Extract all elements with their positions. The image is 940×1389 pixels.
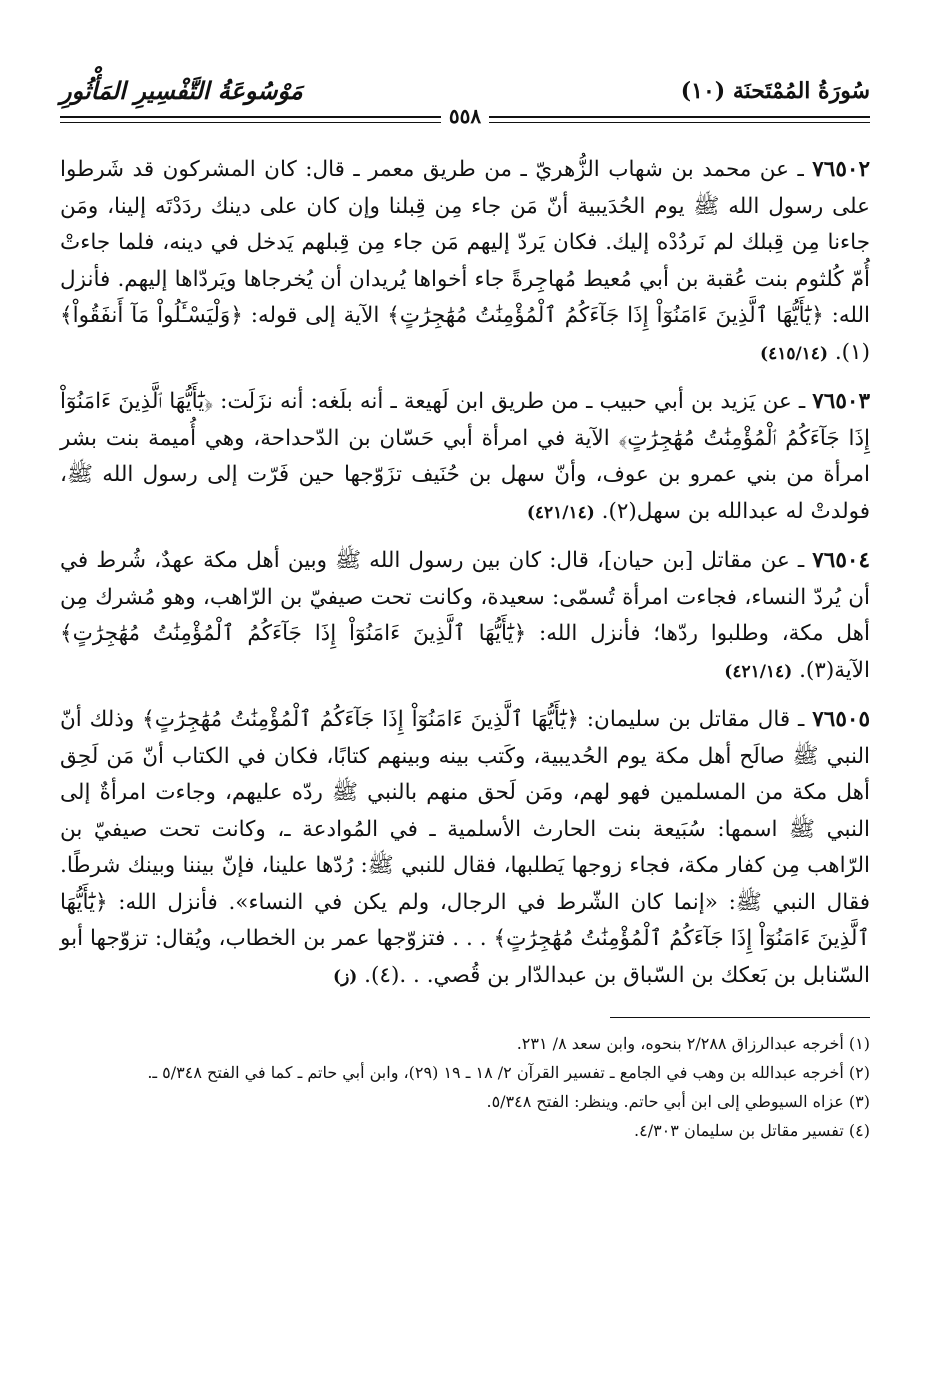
entry-text: ـ عن يَزيد بن أبي حبيب ـ من طريق ابن لَهيعة ـ أنه بلَغه: أنه نزَلَت: ﴿يَٰٓأَيُّهَا ٱلَّذِينَ ءَامَنُوٓاْ إِذَا جَآءَكُمُ ٱلْمُؤْمِنَٰتُ مُهَٰجِرَٰتٍ﴾ الآية في امرأة أبي حَسّان بن الدّحداحة، وهي أُميمة بنت بشر امرأة من بني عمرو بن عوف، وأنّ سهل بن حُنَيف تزَوّجها حين فَرّت إلى رسول الله ﷺ، فولدتْ له عبدالله بن سهل(٢).	[60, 389, 870, 524]
surah-title: سُورَةُ المُمْتَحنَة (١٠)	[680, 78, 870, 104]
footnote-separator	[610, 1017, 870, 1018]
entry-number: ٧٦٥٠٥	[812, 707, 870, 732]
book-title: مَوْسُوعَةُ التَّفْسِيرِ المَأْثُورِ	[60, 76, 303, 105]
footnote: (٤) تفسير مقاتل بن سليمان ٤/٣٠٣.	[634, 1121, 870, 1140]
footnote: (٣) عزاه السيوطي إلى ابن أبي حاتم. وينظر: الفتح ٥/٣٤٨.	[486, 1092, 870, 1111]
entry-number: ٧٦٥٠٣	[812, 389, 870, 414]
entry-76505	[60, 702, 870, 995]
entry-reference: (ز)	[333, 966, 358, 987]
entry-reference: (٤٢١/١٤)	[724, 661, 793, 682]
entry-number: ٧٦٥٠٢	[812, 157, 870, 182]
page	[60, 60, 870, 1140]
footnote: (١) أخرجه عبدالرزاق ٢/٢٨٨ بنحوه، وابن سعد ٨/ ٢٣١.	[516, 1034, 870, 1053]
page-body	[60, 152, 870, 1146]
entry-76503	[60, 384, 870, 531]
entry-number: ٧٦٥٠٤	[812, 548, 870, 573]
footnote: (٢) أخرجه عبدالله بن وهب في الجامع ـ تفسير القرآن ٢/ ١٨ ـ ١٩ (٢٩)، وابن أبي حاتم ـ كما في الفتح ٥/٣٤٨ ـ.	[147, 1063, 870, 1082]
page-header	[60, 60, 870, 128]
entry-reference: (٤٢١/١٤)	[526, 502, 595, 523]
entry-76502	[60, 152, 870, 372]
page-number: ٥٥٨	[441, 104, 489, 128]
entry-reference: (٤١٥/١٤)	[760, 343, 828, 364]
entry-text: ـ عن محمد بن شهاب الزُّهريّ ـ من طريق معمر ـ قال: كان المشركون قد شَرطوا على رسول الله ﷺ يوم الحُدَيبية أنّ مَن جاء مِن قِبلنا وإن كان على دينك ردَدْتَه إلينا، ومَن جاءنا مِن قِبلك لم نَردُدْه إليك. فكان يَردّ إليهم مَن جاء مِن قِبلهم يَدخل في دينه، فلما جاءتْ أُمّ كُلثوم بنت عُقبة بن أبي مُعيط مُهاجِرةً جاء أخواها يُريدان أن يُخرجاها ويَردّاها إليهم. فأنزل الله: ﴿يَٰٓأَيُّهَا ٱلَّذِينَ ءَامَنُوٓاْ إِذَا جَآءَكُمُ ٱلْمُؤْمِنَٰتُ مُهَٰجِرَٰتٍ﴾ الآية إلى قوله: ﴿وَلْيَسْـَٔلُواْ مَآ أَنفَقُواْ﴾(١).	[60, 157, 870, 365]
entry-text: ـ عن مقاتل [بن حيان]، قال: كان بين رسول الله ﷺ وبين أهل مكة عهدٌ، شُرط في أن يُردّ النساء، فجاءت امرأة تُسمّى: سعيدة، وكانت تحت صيفيّ بن الرّاهب، وهو مُشرك مِن أهل مكة، وطلبوا ردّها؛ فأنزل الله: ﴿يَٰٓأَيُّهَا ٱلَّذِينَ ءَامَنُوٓاْ إِذَا جَآءَكُمُ ٱلْمُؤْمِنَٰتُ مُهَٰجِرَٰتٍ﴾ الآية(٣).	[60, 548, 870, 683]
entry-76504	[60, 543, 870, 690]
entry-text: ـ قال مقاتل بن سليمان: ﴿يَٰٓأَيُّهَا ٱلَّذِينَ ءَامَنُوٓاْ إِذَا جَآءَكُمُ ٱلْمُؤْمِنَٰتُ مُهَٰجِرَٰتٍ﴾ وذلك أنّ النبي ﷺ صالَح أهل مكة يوم الحُديبية، وكَتب بينه وبينهم كتابًا، فكان في الكتاب أنّ مَن لَحِق أهل مكة من المسلمين فهو لهم، ومَن لَحق منهم بالنبي ﷺ ردّه عليهم، وجاءت امرأةٌ إلى النبي ﷺ اسمها: سُبَيعة بنت الحارث الأسلمية ـ في المُوادعة ـ، وكانت تحت صيفيّ بن الرّاهب مِن كفار مكة، فجاء زوجها يَطلبها، فقال للنبي ﷺ: رُدّها علينا، فإنّ بيننا وبينك شرطًا. فقال النبي ﷺ: «إنما كان الشّرط في الرجال، ولم يكن في النساء». فأنزل الله: ﴿يَٰٓأَيُّهَا ٱلَّذِينَ ءَامَنُوٓاْ إِذَا جَآءَكُمُ ٱلْمُؤْمِنَٰتُ مُهَٰجِرَٰتٍ﴾ . . . فتزوّجها عمر بن الخطاب، ويُقال: تزوّجها أبو السّنابل بن بَعكك بن السّباق بن عبدالدّار بن قُصي. . .(٤).	[60, 707, 870, 988]
